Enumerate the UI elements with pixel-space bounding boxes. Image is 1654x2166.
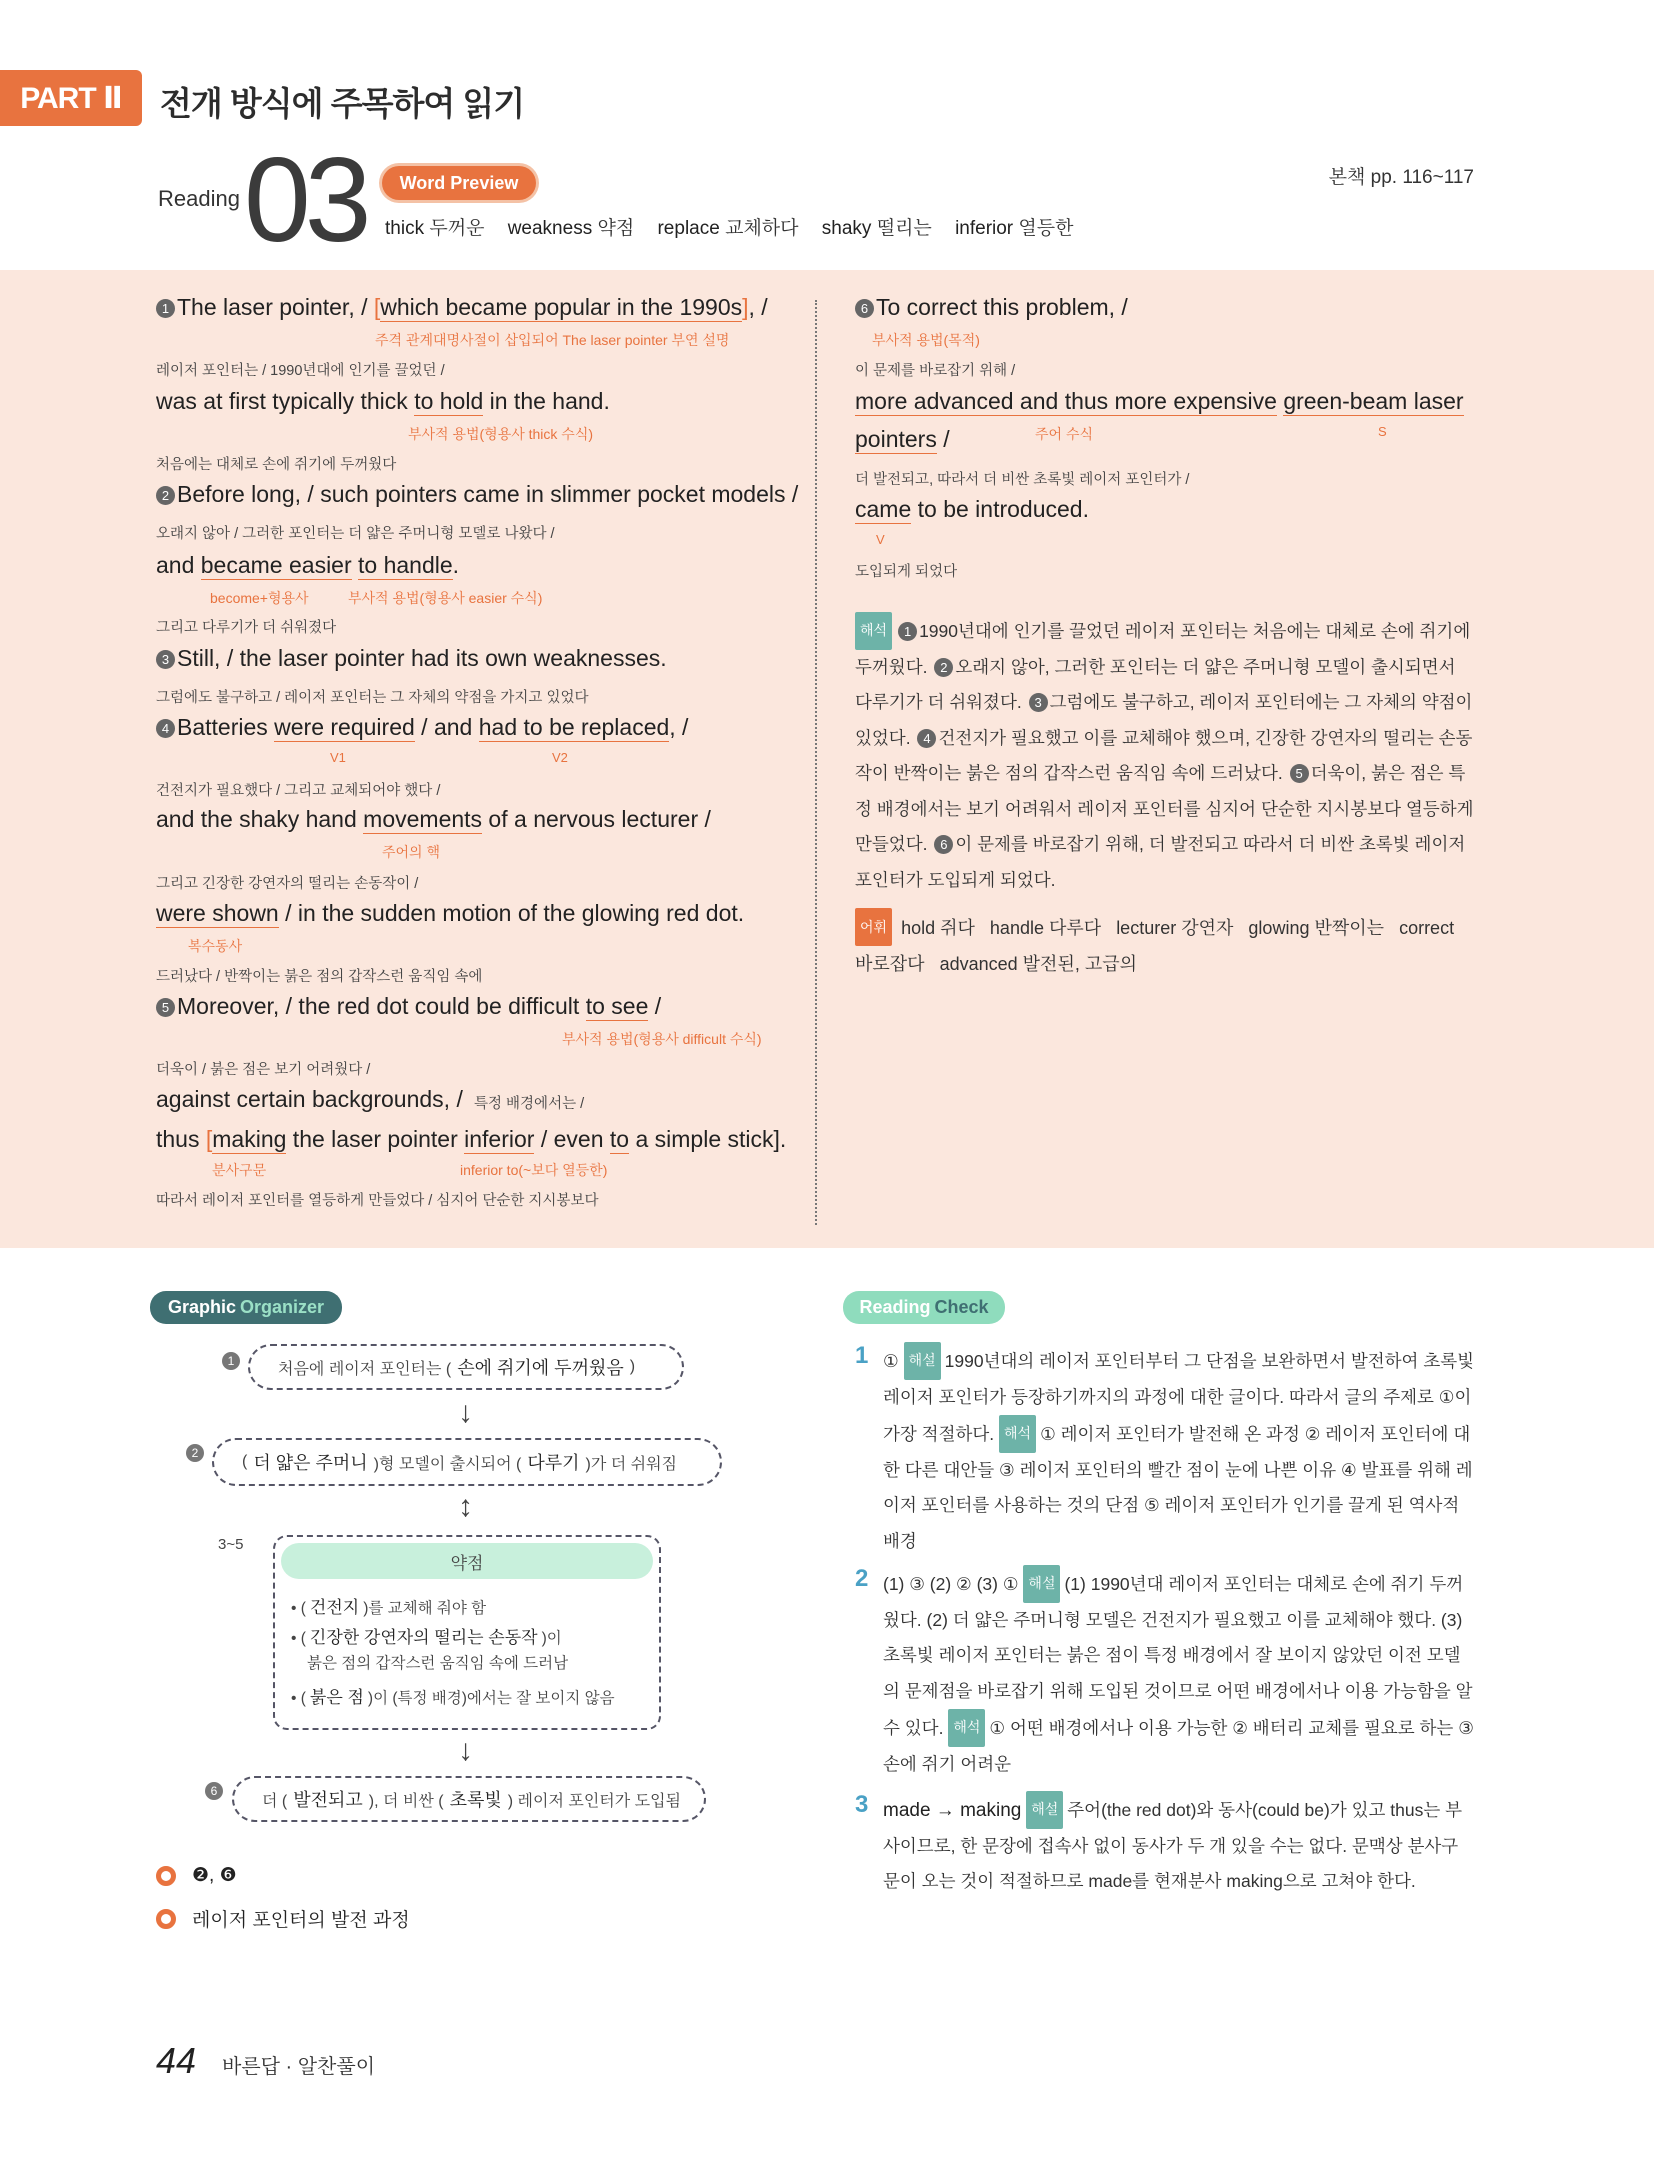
weakness-item: • ( 건전지 )를 교체해 줘야 함 bbox=[291, 1598, 487, 1617]
korean-gloss: 더 발전되고, 따라서 더 비싼 초록빛 레이저 포인터가 / bbox=[855, 472, 1190, 488]
sentence-6-line-1: 6 To correct this problem, / bbox=[855, 294, 1128, 321]
korean-gloss: 드러났다 / 반짝이는 붉은 점의 갑작스런 움직임 속에 bbox=[156, 969, 483, 985]
bidirectional-arrow-icon: ↕ bbox=[458, 1490, 473, 1523]
korean-gloss: 그리고 다루기가 더 쉬워졌다 bbox=[156, 620, 337, 636]
step-number: 2 bbox=[186, 1444, 204, 1462]
grammar-note: 복수동사 bbox=[188, 938, 243, 954]
korean-gloss: 도입되게 되었다 bbox=[855, 564, 958, 580]
korean-gloss: 따라서 레이저 포인터를 열등하게 만들었다 / 심지어 단순한 지시봉보다 bbox=[156, 1193, 599, 1209]
sentence-6-line-2: more advanced and thus more expensive green-beam laser bbox=[855, 388, 1464, 414]
korean-gloss: 그럼에도 불구하고 / 레이저 포인터는 그 자체의 약점을 가지고 있었다 bbox=[156, 690, 589, 706]
grammar-note: become+형용사 bbox=[210, 590, 309, 606]
korean-gloss: 더욱이 / 붉은 점은 보기 어려웠다 / bbox=[156, 1062, 371, 1078]
step-number: 1 bbox=[222, 1352, 240, 1370]
korean-gloss: 특정 배경에서는 / bbox=[474, 1096, 585, 1112]
grammar-note: 주어의 핵 bbox=[382, 844, 440, 860]
answer-ring-icon bbox=[156, 1866, 176, 1886]
question-2-explanation: (1) ③ (2) ② (3) ① 해설 (1) 1990년대 레이저 포인터는 대체로 손에 쥐기 두꺼웠다. (2) 더 얇은 주머니형 모델은 건전지가 필요했고 이를 교체해야 했다. (3) 초록빛 레이저 포인터는 붉은 점이 특정 배경에서 잘 보이지 않았던 이전 모델의 문제점을 바로잡기 위해 도입된 것이므로 어떤 배경에서나 이용 가능함을 알 수 있다. 해석 ① 어떤 배경에서나 이용 가능한 ② 배터리 교체를 필요로 하는 ③ 손에 쥐기 어려운 bbox=[883, 1565, 1475, 1782]
question-number: 2 bbox=[855, 1565, 869, 1592]
sentence-3: 3 Still, / the laser pointer had its own weaknesses. bbox=[156, 645, 667, 672]
sentence-5-line-1: 5 Moreover, / the red dot could be difficult to see / bbox=[156, 993, 661, 1020]
weakness-item-continued: 붉은 점의 갑작스런 움직임 속에 드러남 bbox=[307, 1655, 569, 1672]
step-number: 6 bbox=[205, 1782, 223, 1800]
organizer-step-1: 처음에 레이저 포인터는 ( 손에 쥐기에 두꺼웠음 ) bbox=[248, 1344, 684, 1390]
page-number: 44 bbox=[156, 2040, 197, 2081]
word-preview-badge: Word Preview bbox=[382, 166, 536, 200]
korean-gloss: 그리고 긴장한 강연자의 떨리는 손동작이 / bbox=[156, 876, 419, 892]
weakness-item: • ( 붉은 점 )이 (특정 배경)에서는 잘 보이지 않음 bbox=[291, 1688, 615, 1707]
vocabulary-block: 어휘 hold 쥐다 handle 다루다 lecturer 강연자 glowing 반짝이는 correct 바로잡다 advanced 발전된, 고급의 bbox=[855, 908, 1475, 982]
subject-label: S bbox=[1378, 424, 1387, 439]
question-number: 3 bbox=[855, 1791, 869, 1818]
preview-word: inferior 열등한 bbox=[955, 218, 1074, 239]
question-1-explanation: ① 해설 1990년대의 레이저 포인터부터 그 단점을 보완하면서 발전하여 초록빛 레이저 포인터가 등장하기까지의 과정에 대한 글이다. 따라서 글의 주제로 ①이 가장 적절하다. 해석 ① 레이저 포인터가 발전해 온 과정 ② 레이저 포인터에 대한 다른 대안들 ③ 레이저 포인터의 빨간 점이 눈에 나쁜 이유 ④ 발표를 위해 레이저 포인터를 사용하는 것의 단점 ⑤ 레이저 포인터가 인기를 끌게 된 역사적 배경 bbox=[883, 1342, 1475, 1559]
sentence-5-line-3: thus [making the laser pointer inferior / even to a simple stick]. bbox=[156, 1126, 787, 1152]
translation-tag: 해석 bbox=[855, 612, 892, 650]
book-pages: 본책 pp. 116~117 bbox=[1328, 167, 1474, 188]
sentence-5-line-2: against certain backgrounds, / bbox=[156, 1086, 463, 1112]
question-3-explanation: made → making 해설 주어(the red dot)와 동사(could be)가 있고 thus는 부사이므로, 한 문장에 접속사 없이 동사가 두 개 있을 수는 없다. 문맥상 분사구문이 오는 것이 적절하므로 made를 현재분사 making으로 고쳐야 한다. bbox=[883, 1791, 1475, 1900]
verb-label: V1 bbox=[330, 750, 346, 765]
korean-gloss: 처음에는 대체로 손에 쥐기에 두꺼웠다 bbox=[156, 457, 397, 473]
sentence-number: 6 bbox=[855, 299, 874, 318]
sentence-2-line-2: and became easier to handle. bbox=[156, 552, 460, 578]
reading-check-badge: Reading Check bbox=[843, 1291, 1005, 1324]
organizer-step-2: ( 더 얇은 주머니 )형 모델이 출시되어 ( 다루기 )가 더 쉬워짐 bbox=[212, 1438, 722, 1486]
grammar-note: 주어 수식 bbox=[1035, 426, 1093, 442]
page-label: 바른답 · 알찬풀이 bbox=[222, 2056, 376, 2078]
korean-gloss: 이 문제를 바로잡기 위해 / bbox=[855, 363, 1016, 379]
sentence-2-line-1: 2 Before long, / such pointers came in slimmer pocket models / bbox=[156, 481, 798, 508]
answer-ring-icon bbox=[156, 1909, 176, 1929]
organizer-step-6: 더 ( 발전되고 ), 더 비싼 ( 초록빛 ) 레이저 포인터가 도입됨 bbox=[232, 1776, 706, 1822]
sentence-1-line-2: was at first typically thick to hold in the hand. bbox=[156, 388, 610, 414]
grammar-note: 부사적 용법(형용사 difficult 수식) bbox=[562, 1031, 762, 1047]
reading-number: 03 bbox=[244, 133, 366, 267]
preview-word: weakness 약점 bbox=[507, 218, 635, 239]
down-arrow-icon: ↓ bbox=[458, 1396, 473, 1429]
weakness-box bbox=[273, 1535, 661, 1730]
sentence-4-line-3: were shown / in the sudden motion of the glowing red dot. bbox=[156, 900, 745, 926]
down-arrow-icon: ↓ bbox=[458, 1734, 473, 1767]
preview-word: shaky 떨리는 bbox=[821, 218, 932, 239]
sentence-number: 2 bbox=[156, 486, 175, 505]
part-title: 전개 방식에 주목하여 읽기 bbox=[160, 85, 525, 122]
korean-gloss: 레이저 포인터는 / 1990년대에 인기를 끌었던 / bbox=[156, 363, 445, 379]
question-number: 1 bbox=[855, 1342, 869, 1369]
grammar-note: 부사적 용법(형용사 easier 수식) bbox=[348, 590, 543, 606]
sentence-number: 5 bbox=[156, 998, 175, 1017]
korean-gloss: 오래지 않아 / 그러한 포인터는 더 얇은 주머니형 모델로 나왔다 / bbox=[156, 526, 555, 542]
grammar-note: 부사적 용법(목적) bbox=[872, 332, 980, 348]
step-number: 3~5 bbox=[218, 1536, 244, 1553]
sentence-6-line-3: pointers / bbox=[855, 426, 950, 452]
translation-block: 해석 1 1990년대에 인기를 끌었던 레이저 포인터는 처음에는 대체로 손에 쥐기에 두꺼웠다. 2 오래지 않아, 그러한 포인터는 더 얇은 주머니형 모델이 출시되면서 다루기가 더 쉬워졌다. 3 그럼에도 불구하고, 레이저 포인터에는 그 자체의 약점이 있었다. 4 건전지가 필요했고 이를 교체해야 했으며, 긴장한 강연자의 떨리는 손동작이 반짝이는 붉은 점의 갑작스런 움직임 속에 드러났다. 5 더욱이, 붉은 점은 특정 배경에서는 보기 어려워서 레이저 포인터를 심지어 단순한 지시봉보다 열등하게 만들었다. 6 이 문제를 바로잡기 위해, 더 발전되고 따라서 더 비싼 초록빛 레이저 포인터가 도입되게 되었다. bbox=[855, 612, 1475, 898]
sentence-number: 4 bbox=[156, 719, 175, 738]
organizer-answer-1: ❷, ❻ bbox=[156, 1864, 237, 1887]
grammar-note: 분사구문 bbox=[212, 1162, 267, 1178]
grammar-note: inferior to(~보다 열등한) bbox=[460, 1162, 608, 1178]
vocabulary-tag: 어휘 bbox=[855, 908, 892, 946]
graphic-organizer-badge: Graphic Organizer bbox=[150, 1291, 342, 1324]
weakness-box-title: 약점 bbox=[281, 1543, 653, 1579]
organizer-answer-2: 레이저 포인터의 발전 과정 bbox=[156, 1905, 410, 1932]
part-tab: PART Ⅱ bbox=[0, 70, 142, 126]
sentence-6-line-4: came to be introduced. bbox=[855, 496, 1089, 522]
weakness-item: • ( 긴장한 강연자의 떨리는 손동작 )이 bbox=[291, 1628, 562, 1647]
word-preview-list bbox=[385, 213, 1091, 240]
reading-label: Reading bbox=[158, 186, 240, 211]
sentence-number: 1 bbox=[156, 299, 175, 318]
sentence-4-line-2: and the shaky hand movements of a nervous lecturer / bbox=[156, 806, 711, 832]
sentence-1-line-1: 1 The laser pointer, / [which became popular in the 1990s], / bbox=[156, 294, 768, 321]
column-divider bbox=[815, 300, 817, 1225]
verb-label: V bbox=[876, 532, 885, 547]
sentence-4-line-1: 4 Batteries were required / and had to be replaced, / bbox=[156, 714, 688, 741]
verb-label: V2 bbox=[552, 750, 568, 765]
preview-word: thick 두꺼운 bbox=[385, 218, 485, 239]
grammar-note: 주격 관계대명사절이 삽입되어 The laser pointer 부연 설명 bbox=[375, 332, 730, 348]
grammar-note: 부사적 용법(형용사 thick 수식) bbox=[408, 426, 594, 442]
sentence-number: 3 bbox=[156, 650, 175, 669]
preview-word: replace 교체하다 bbox=[657, 218, 799, 239]
korean-gloss: 건전지가 필요했다 / 그리고 교체되어야 했다 / bbox=[156, 783, 441, 799]
